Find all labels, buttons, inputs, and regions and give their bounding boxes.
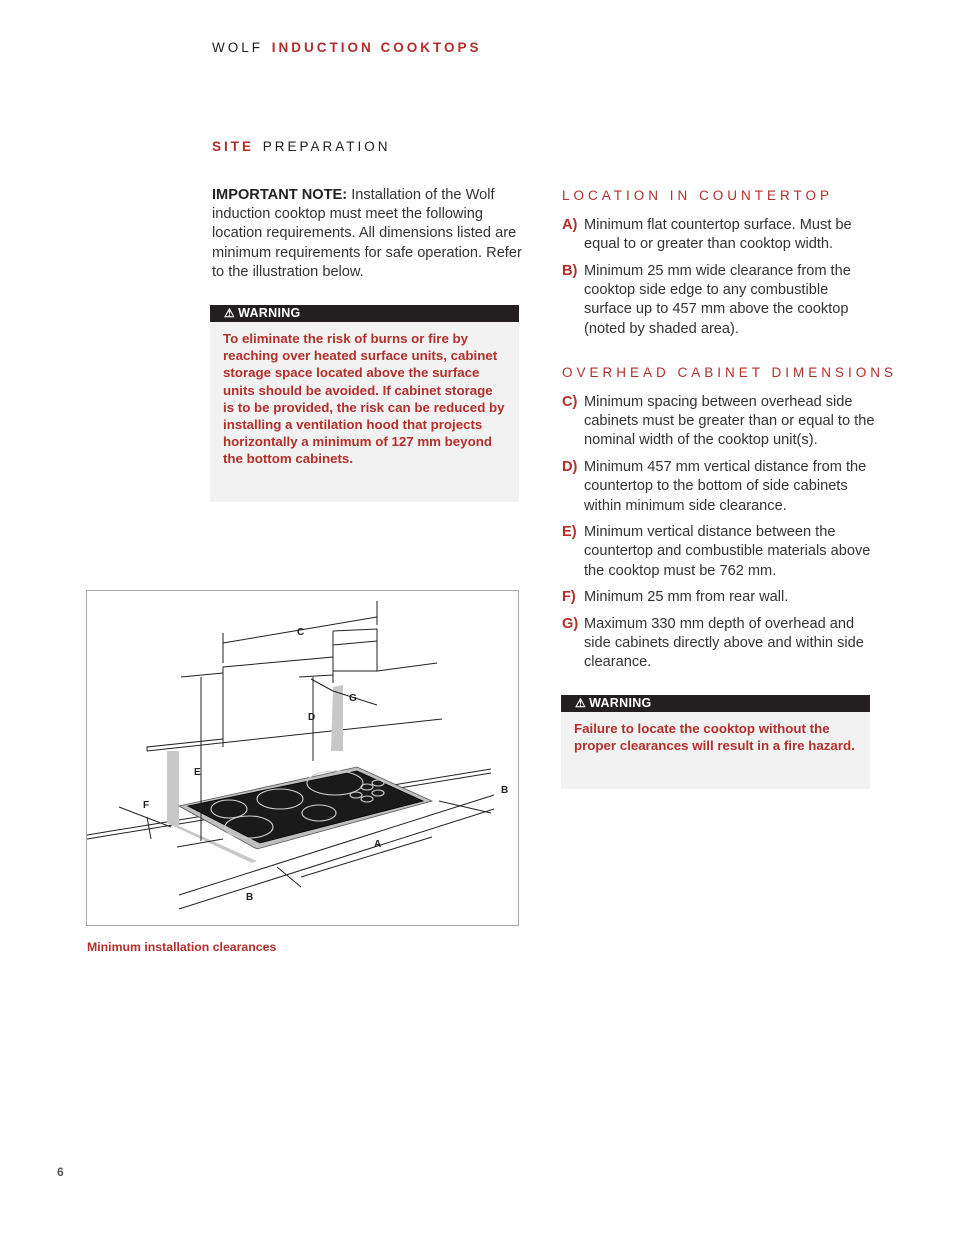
list-item-b — [562, 262, 880, 339]
overhead-list — [562, 393, 880, 680]
warning-triangle-icon: ⚠ — [224, 306, 236, 320]
running-header — [212, 40, 482, 55]
item-text: Maximum 330 mm depth of overhead and side cabinets directly above and within side clearance. — [584, 616, 864, 671]
overhead-heading: OVERHEAD CABINET DIMENSIONS — [562, 365, 898, 380]
brand-name: WOLF — [212, 40, 263, 55]
warning-label: WARNING — [589, 696, 652, 710]
list-item-e — [562, 523, 880, 581]
item-label: G) — [562, 616, 579, 633]
dimension-e-tick — [181, 673, 223, 677]
warning-text: To eliminate the risk of burns or fire by reaching over heated surface units, cabinet storage space located above the surface units should be avoided. If cabinet storage is to be provided, the risk can be reduced by installing a ventilation hood that projects horizontally a minimum of 127 mm beyond the bottom cabinets. — [223, 331, 505, 467]
item-text: Minimum flat countertop surface. Must be equal to or greater than cooktop width. — [584, 217, 852, 253]
installation-clearance-illustration — [86, 590, 519, 926]
item-label: B) — [562, 262, 578, 279]
section-title-bold: SITE — [212, 139, 255, 154]
item-label: F) — [562, 589, 576, 606]
warning-header — [210, 305, 519, 322]
item-label: A) — [562, 217, 578, 233]
label-b-front: B — [246, 892, 254, 903]
location-heading: LOCATION IN COUNTERTOP — [562, 188, 834, 203]
cooktop-clearance-diagram — [87, 591, 518, 925]
warning-header — [561, 695, 870, 712]
dimension-b-right-line — [439, 801, 491, 813]
dimension-f-tick — [147, 817, 151, 839]
label-b-right: B — [501, 785, 509, 796]
product-line: INDUCTION COOKTOPS — [271, 40, 482, 55]
backsplash-line — [147, 719, 442, 751]
item-label: D) — [562, 459, 578, 476]
list-item-d — [562, 458, 880, 516]
item-text: Minimum 25 mm from rear wall. — [584, 589, 789, 606]
item-text: Minimum vertical distance between the countertop and combustible materials above the cooktop must be 762 mm. — [584, 524, 871, 579]
page-number: 6 — [57, 1165, 64, 1179]
list-item-a — [562, 216, 880, 254]
list-item-f — [562, 588, 880, 607]
label-c: C — [297, 627, 305, 638]
warning-text: Failure to locate the cooktop without the proper clearances will result in a fire hazard. — [574, 721, 855, 754]
dimension-d-tick — [299, 675, 333, 677]
left-overhead-cabinet — [147, 631, 333, 751]
section-title-plain: PREPARATION — [262, 139, 391, 154]
label-g: G — [349, 693, 357, 704]
list-item-g — [562, 615, 880, 673]
figure-caption: Minimum installation clearances — [87, 940, 277, 954]
label-f: F — [143, 800, 150, 811]
dimension-a-line — [301, 837, 432, 877]
label-e: E — [194, 767, 201, 778]
item-text: Minimum 25 mm wide clearance from the cooktop side edge to any combustible surface up to 457 mm above the cooktop (noted by shaded area). — [584, 262, 851, 337]
item-label: E) — [562, 524, 577, 541]
section-title — [212, 139, 391, 154]
warning-box-clearances — [561, 695, 870, 789]
item-label: C) — [562, 394, 578, 410]
item-text: Minimum spacing between overhead side cabinets must be greater than or equal to the nominal width of the cooktop unit(s). — [584, 394, 875, 449]
important-note-label: IMPORTANT NOTE: — [212, 187, 348, 203]
right-overhead-cabinet — [333, 629, 437, 671]
rear-clearance-zone — [331, 685, 343, 751]
important-note — [212, 186, 530, 282]
label-a: A — [374, 839, 382, 850]
warning-triangle-icon: ⚠ — [575, 696, 587, 710]
warning-box-cabinet-storage — [210, 305, 519, 502]
item-text: Minimum 457 mm vertical distance from the countertop to the bottom of side cabinets within minimum side clearance. — [584, 459, 867, 514]
list-item-c — [562, 393, 880, 451]
warning-label: WARNING — [238, 306, 301, 320]
label-d: D — [308, 712, 316, 723]
important-note-text: Installation of the Wolf induction cooktop must meet the following location requirements. All dimensions listed are minimum requirements for safe operation. Refer to the illustration below. — [212, 187, 522, 280]
dimension-g-line — [311, 679, 333, 691]
location-list — [562, 216, 880, 346]
